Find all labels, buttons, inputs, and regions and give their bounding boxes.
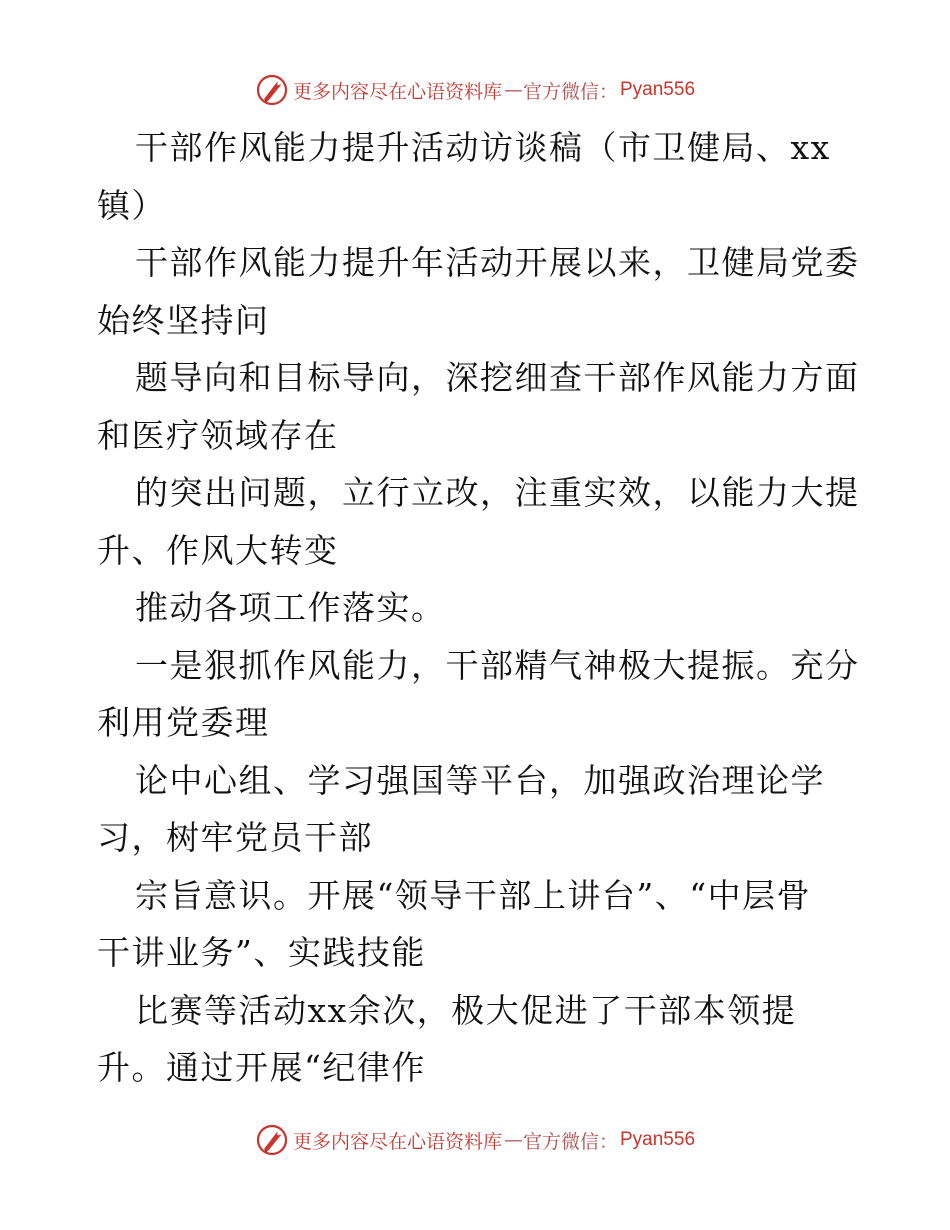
watermark-id: Pyan556 [620,1129,696,1150]
body-line: 利用党委理 [97,703,270,742]
body-line: 始终坚持问 [97,300,270,340]
body-line: 习，树牢党员干部 [97,818,373,857]
body-line: 干部作风能力提升年活动开展以来，卫健局党委 [135,243,860,282]
body-line: 宗旨意识。开展“领导干部上讲台”、“中层骨 [135,875,812,915]
body-line: 和医疗领域存在 [97,415,339,455]
watermark-dash: — [503,79,521,101]
footer-watermark [0,1120,950,1160]
watermark-label: 官方微信： [522,1130,618,1153]
body-line: 题导向和目标导向，深挖细查干部作风能力方面 [135,358,860,397]
body-line: 升、作风大转变 [97,530,339,570]
pen-logo-icon [255,73,289,107]
body-line: 推动各项工作落实。 [135,588,446,627]
body-line: 一是狠抓作风能力，干部精气神极大提振。充分 [135,645,860,685]
watermark-main-text: 更多内容尽在心语资料库 [292,1130,502,1153]
watermark-main-text: 更多内容尽在心语资料库 [292,80,502,103]
body-line: 升。通过开展“纪律作 [97,1048,426,1087]
body-line: 的突出问题，立行立改，注重实效，以能力大提 [135,473,860,512]
body-line: 论中心组、学习强国等平台，加强政治理论学 [135,760,825,800]
title-line-1: 干部作风能力提升活动访谈稿（市卫健局、xx [135,128,831,167]
body-line: 比赛等活动xx余次，极大促进了干部本领提 [135,990,797,1030]
pen-logo-icon [255,1123,289,1157]
document-body [97,119,860,1097]
watermark-dash: — [503,1129,521,1151]
header-watermark [0,70,950,110]
watermark-label: 官方微信： [522,80,618,103]
body-line: 干讲业务”、实践技能 [97,933,426,972]
watermark-id: Pyan556 [620,79,696,100]
title-line-2: 镇） [97,185,166,225]
